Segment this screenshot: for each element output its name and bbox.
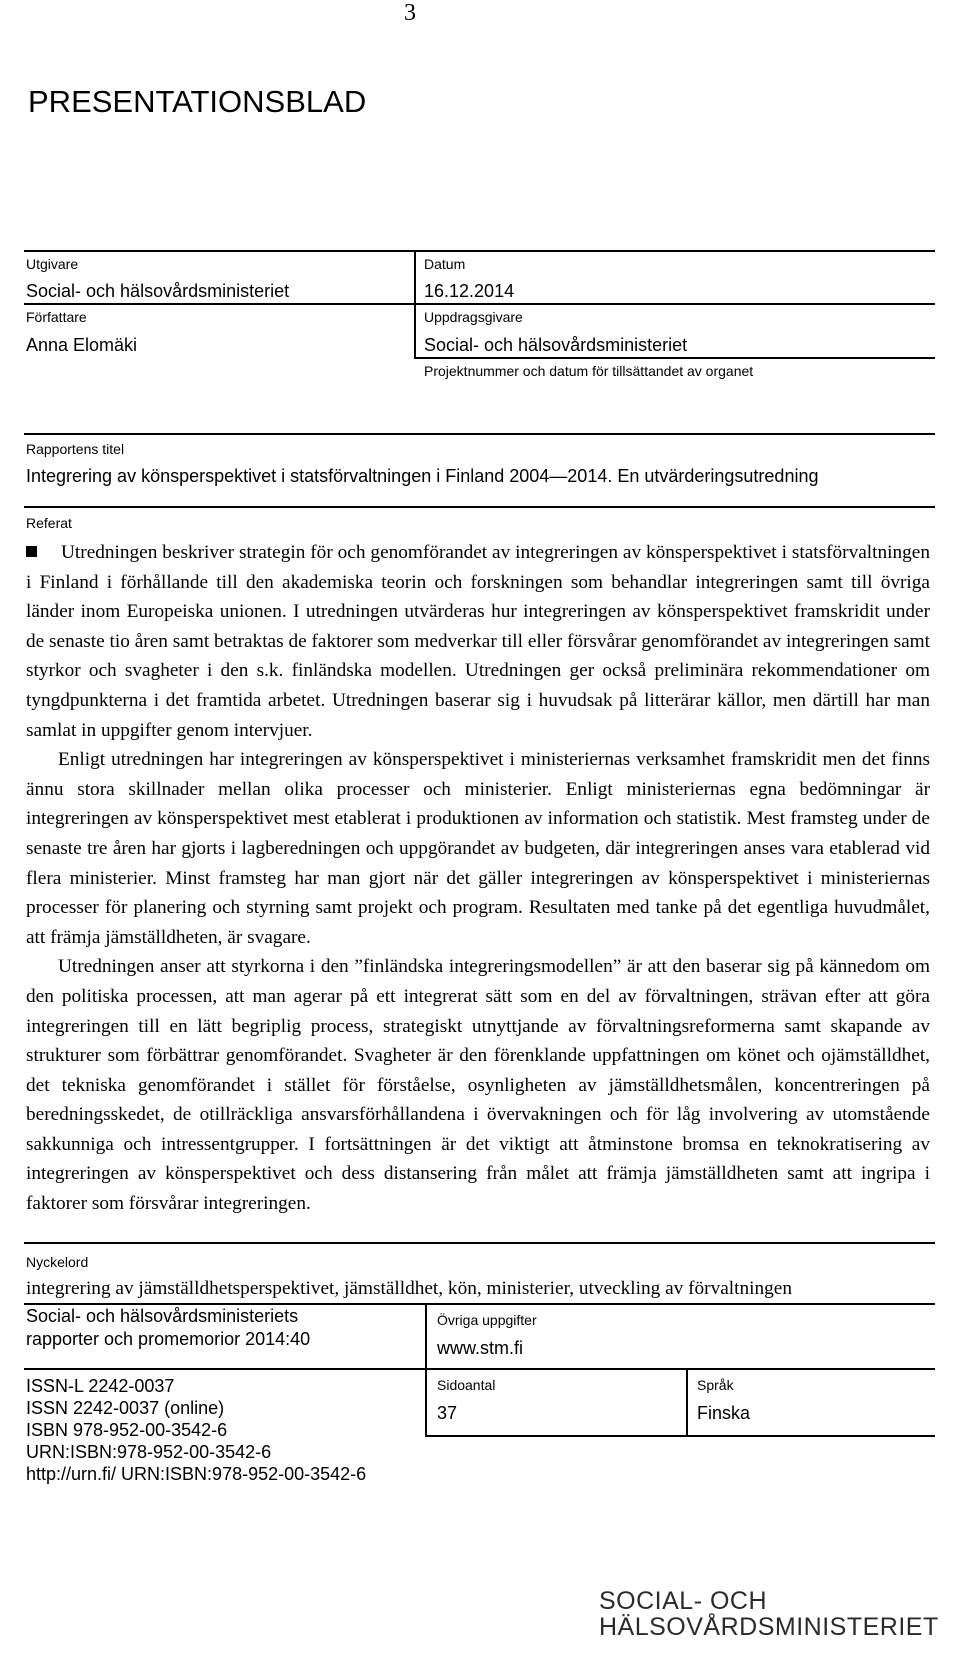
page-number: 3 — [404, 0, 416, 26]
referat-paragraph-1: Utredningen beskriver strategin för och genomförandet av integreringen av könsperspektivet i statsförvaltningen i Finland i förhållande till den akademiska teorin och forskningen som behandlar integreringen samt till övriga länder inom Europeiska unionen. I utredningen utvärderas hur integreringen av könsperspektivet framskridit under de senaste tio åren samt betraktas de faktorer som medverkar till eller försvårar genomförandet av integreringen samt styrkor och svagheter i den s.k. finländska modellen. Utredningen ger också preliminära rekommendationer om tyngdpunkterna i det framtida arbetet. Utredningen baserar sig i huvudsak på litterärar källor, men därtill har man samlat in uppgifter genom intervjuer. — [26, 542, 930, 741]
nyckelord-value: integrering av jämställdhetsperspektivet, jämställdhet, kön, ministerier, utveckling av förvaltningen — [26, 1278, 792, 1299]
ovriga-label: Övriga uppgifter — [437, 1312, 537, 1328]
forfattare-value: Anna Elomäki — [26, 335, 138, 355]
sprak-value: Finska — [697, 1403, 751, 1423]
ministry-logo-line-2: HÄLSOVÅRDSMINISTERIET — [599, 1613, 939, 1641]
identifier-issn-l: ISSN-L 2242-0037 — [26, 1376, 175, 1396]
datum-label: Datum — [424, 256, 466, 272]
identifier-issn-online: ISSN 2242-0037 (online) — [26, 1398, 225, 1418]
utgivare-value: Social- och hälsovårdsministeriet — [26, 281, 290, 301]
rule-row-4 — [24, 506, 935, 508]
rule-row-3 — [24, 433, 935, 435]
rule-vertical-5 — [686, 1368, 688, 1435]
referat-text — [26, 538, 930, 1219]
sidoantal-value: 37 — [437, 1403, 458, 1423]
uppdragsgivare-label: Uppdragsgivare — [424, 309, 523, 325]
forfattare-label: Författare — [26, 309, 87, 325]
rule-row-2 — [414, 357, 935, 359]
rule-row-5 — [24, 1242, 935, 1244]
referat-paragraph-3: Utredningen anser att styrkorna i den ”finländska integreringsmodellen” är att den baserar sig på kännedom om den politiska processen, att man agerar på ett integrerat sätt som en del av förvaltningen, strävan efter att göra integreringen till en lätt begriplig process, strategiskt utnyttjande av förvaltningsreformerna samt skapande av strukturer som förbättrar genomförandet. Svagheter är den förenklande uppfattningen om könet och ojämställdhet, det tekniska genomförandet i stället för förståelse, osynligheten av jämställdhetsmålen, koncentreringen på beredningsskedet, de otillräckliga ansvarsförhållandena i övervakningen och för låg involvering av utomstående sakkunniga och intressentgrupper. I fortsättningen är det viktigt att åtminstone bromsa en teknokratisering av integreringen av könsperspektivet och dess distansering från målet att främja jämställdheten samt att ingripa i faktorer som försvårar integreringen. — [26, 956, 930, 1215]
rule-row-1 — [24, 303, 935, 305]
datum-value: 16.12.2014 — [424, 281, 515, 301]
rule-row-6 — [24, 1303, 935, 1305]
rule-vertical-3 — [425, 1303, 427, 1368]
utgivare-label: Utgivare — [26, 256, 79, 272]
referat-label: Referat — [26, 515, 72, 531]
sprak-label: Språk — [697, 1377, 734, 1393]
rule-vertical-1 — [414, 250, 416, 303]
bullet-square-icon — [26, 546, 37, 557]
page-title: PRESENTATIONSBLAD — [28, 84, 367, 119]
ministry-logo-line-1: SOCIAL- OCH — [599, 1587, 768, 1615]
sidoantal-label: Sidoantal — [437, 1377, 496, 1393]
uppdragsgivare-value: Social- och hälsovårdsministeriet — [424, 335, 688, 355]
rapportens-titel-label: Rapportens titel — [26, 441, 125, 457]
series-line-2: rapporter och promemorior 2014:40 — [26, 1329, 311, 1349]
referat-paragraph-2: Enligt utredningen har integreringen av könsperspektivet i ministeriernas verksamhet framskridit men det finns ännu stora skillnader mellan olika processer och ministerier. Enligt ministeriernas egna bedömningar är integreringen av könsperspektivet mest etablerat i produktionen av information och statistik. Mest framsteg under de senaste tre åren har gjorts i lagberedningen och uppgörandet av budgeten, där integreringen anses vara etablerad vid flera ministerier. Minst framsteg har man gjort när det gäller integreringen av könsperspektivet i ministeriernas processer för planering och styrning samt projekt och program. Resultaten med tanke på det egentliga huvudmålet, att främja jämställdheten, är svagare. — [26, 749, 930, 948]
identifier-urn-link[interactable]: http://urn.fi/ URN:ISBN:978-952-00-3542-6 — [26, 1464, 367, 1484]
series-line-1: Social- och hälsovårdsministeriets — [26, 1306, 299, 1326]
projektnummer-label: Projektnummer och datum för tillsättandet av organet — [424, 363, 754, 379]
rapportens-titel-value: Integrering av könsperspektivet i statsförvaltningen i Finland 2004—2014. En utvärderingsutredning — [26, 466, 819, 486]
nyckelord-label: Nyckelord — [26, 1254, 89, 1270]
rule-top — [24, 250, 935, 252]
rule-row-7 — [24, 1368, 935, 1370]
identifier-isbn: ISBN 978-952-00-3542-6 — [26, 1420, 228, 1440]
rule-row-8 — [425, 1435, 935, 1437]
ovriga-value: www.stm.fi — [437, 1338, 524, 1358]
identifier-urn: URN:ISBN:978-952-00-3542-6 — [26, 1442, 272, 1462]
rule-vertical-2 — [414, 304, 416, 357]
rule-vertical-4 — [425, 1368, 427, 1435]
